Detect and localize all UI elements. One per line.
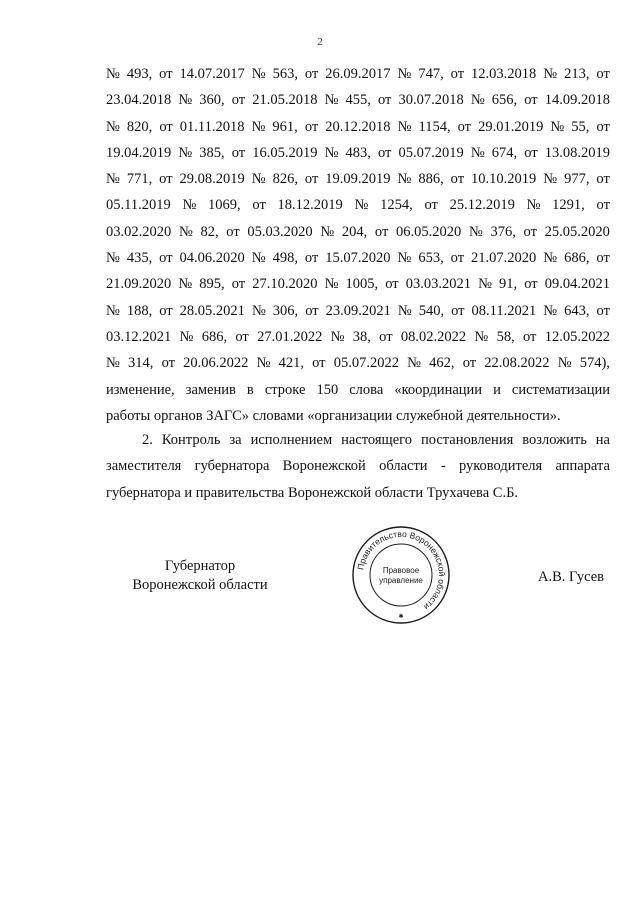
signatory-title [115,557,285,595]
text-line: работы органов ЗАГС» словами «организации служебной деятельности». [106,407,561,424]
signatory-title-line1: Губернатор [164,558,236,574]
body-text [106,61,610,429]
stamp-outer-ring [353,527,449,623]
signatory-title-line2: Воронежской области [132,577,268,593]
text-line: № 771, от 29.08.2019 № 826, от 19.09.2019 № 886, от 10.10.2019 № 977, от [106,171,610,188]
text-line: № 493, от 14.07.2017 № 563, от 26.09.2017 № 747, от 12.03.2018 № 213, от [106,66,610,82]
text-line: заместителя губернатора Воронежской области - руководителя аппарата [106,458,610,475]
text-line: № 188, от 28.05.2021 № 306, от 23.09.2021 № 540, от 08.11.2021 № 643, от [106,302,610,319]
text-line: № 314, от 20.06.2022 № 421, от 05.07.2022 № 462, от 22.08.2022 № 574), [106,355,610,372]
text-line: 19.04.2019 № 385, от 16.05.2019 № 483, от 05.07.2019 № 674, от 13.08.2019 [106,144,610,161]
text-line: 2. Контроль за исполнением настоящего постановления возложить на [142,432,610,448]
text-line: 03.02.2020 № 82, от 05.03.2020 № 204, от 06.05.2020 № 376, от 25.05.2020 [106,223,610,240]
text-line: 23.04.2018 № 360, от 21.05.2018 № 455, от 30.07.2018 № 656, от 14.09.2018 [106,92,610,109]
official-stamp [351,525,451,625]
stamp-inner-ring [370,544,432,606]
stamp-ring-text: Правительство Воронежской области [355,528,448,613]
text-line: 21.09.2020 № 895, от 27.10.2020 № 1005, от 03.03.2021 № 91, от 09.04.2021 [106,276,610,293]
text-line: № 820, от 01.11.2018 № 961, от 20.12.2018 № 1154, от 29.01.2019 № 55, от [106,118,610,135]
text-line: 05.11.2019 № 1069, от 18.12.2019 № 1254, от 25.12.2019 № 1291, от [106,197,610,214]
text-line: губернатора и правительства Воронежской области Трухачева С.Б. [106,484,519,501]
stamp-star-icon: ✱ [398,614,404,620]
text-line: № 435, от 04.06.2020 № 498, от 15.07.2020 № 653, от 21.07.2020 № 686, от [106,250,610,267]
text-line: 03.12.2021 № 686, от 27.01.2022 № 38, от 08.02.2022 № 58, от 12.05.2022 [106,328,610,345]
signatory-name: А.В. Гусев [538,569,604,585]
text-line: изменение, заменив в строке 150 слова «координации и систематизации [106,381,610,398]
stamp-center-line1: Правовое [382,566,420,575]
paragraph-2 [106,427,610,506]
page-number: 2 [317,36,323,48]
stamp-center-line2: управление [379,576,423,585]
